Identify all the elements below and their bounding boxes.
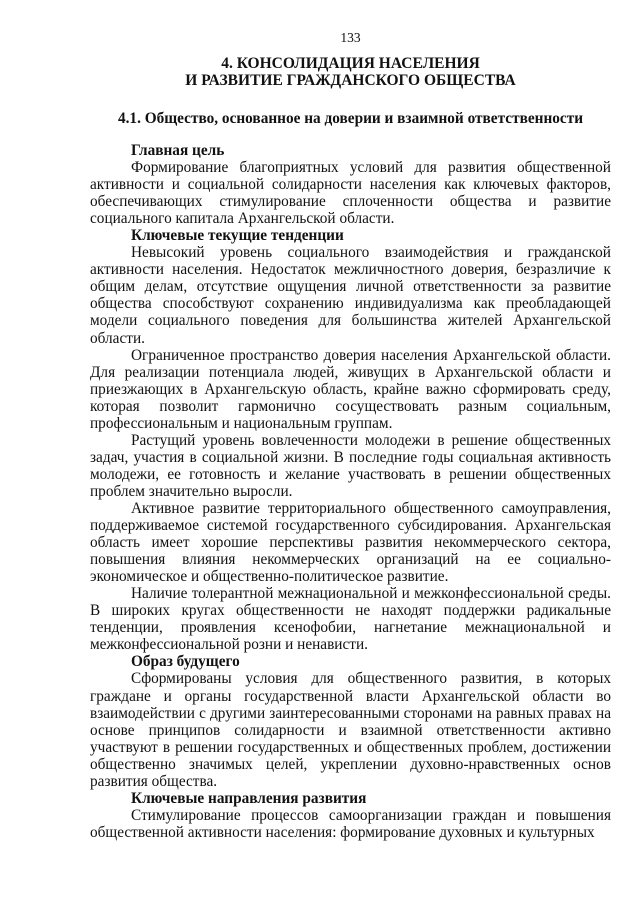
paragraph-tolerant-environment: Наличие толерантной межнациональной и межконфессиональной среды. В широких кругах общественности не находят поддержки радикальные тенденции, проявления ксенофобии, нагнетание межнациональной и межконфессиональной розни и ненависти.	[90, 585, 611, 654]
paragraph-image-of-future: Сформированы условия для общественного развития, в которых граждане и органы государственной власти Архангельской области во взаимодействии с другими заинтересованными сторонами на равных правах на основе принципов солидарности и взаимной ответственности активно участвуют в решении государственных и общественных проблем, достижении общественно значимых целей, укреплении духовно-нравственных основ развития общества.	[90, 670, 611, 790]
chapter-title-line-2: И РАЗВИТИЕ ГРАЖДАНСКОГО ОБЩЕСТВА	[185, 72, 516, 89]
heading-key-directions: Ключевые направления развития	[131, 789, 367, 807]
page-number: 133	[340, 30, 361, 45]
section-title: 4.1. Общество, основанное на доверии и взаимной ответственности	[117, 110, 584, 127]
heading-main-goal: Главная цель	[131, 142, 225, 159]
heading-current-trends: Ключевые текущие тенденции	[131, 227, 344, 245]
paragraph-local-self-government: Активное развитие территориального общественного самоуправления, поддерживаемое системой государственного субсидирования. Архангельская область имеет хорошие перспективы развития некоммерческого сектора, повышения влияния некоммерческих организаций на ее социально-экономическое и общественно-политическое развитие.	[90, 499, 611, 586]
paragraph-main-goal: Формирование благоприятных условий для развития общественной активности и социальной солидарности населения как ключевых факторов, обеспечивающих стимулирование сплоченности общества и развитие социального капитала Архангельской области.	[90, 159, 611, 228]
paragraph-low-social-interaction: Невысокий уровень социального взаимодействия и гражданской активности населения. Недостаток межличностного доверия, безразличие к общим делам, отсутствие ощущения личной ответственности за развитие общества способствуют сохранению индивидуализма как преобладающей модели социального поведения для большинства жителей Архангельской области.	[90, 244, 611, 347]
paragraph-key-directions: Стимулирование процессов самоорганизации граждан и повышения общественной активности населения: формирование духовных и культурных	[90, 806, 611, 841]
chapter-title	[90, 55, 611, 89]
body-text	[90, 142, 611, 841]
heading-image-of-future: Образ будущего	[131, 653, 240, 671]
paragraph-limited-trust: Ограниченное пространство доверия населения Архангельской области. Для реализации потенциала людей, живущих в Архангельской области и приезжающих в Архангельскую область, крайне важно сформировать среду, которая позволит гармонично сосуществовать разным социальным, профессиональным и национальным группам.	[90, 346, 611, 432]
paragraph-youth-involvement: Растущий уровень вовлеченности молодежи в решение общественных задач, участия в социальной жизни. В последние годы социальная активность молодежи, ее готовность и желание участвовать в решении общественных проблем значительно выросли.	[90, 431, 611, 500]
chapter-title-line-1: 4. КОНСОЛИДАЦИЯ НАСЕЛЕНИЯ	[221, 55, 480, 72]
